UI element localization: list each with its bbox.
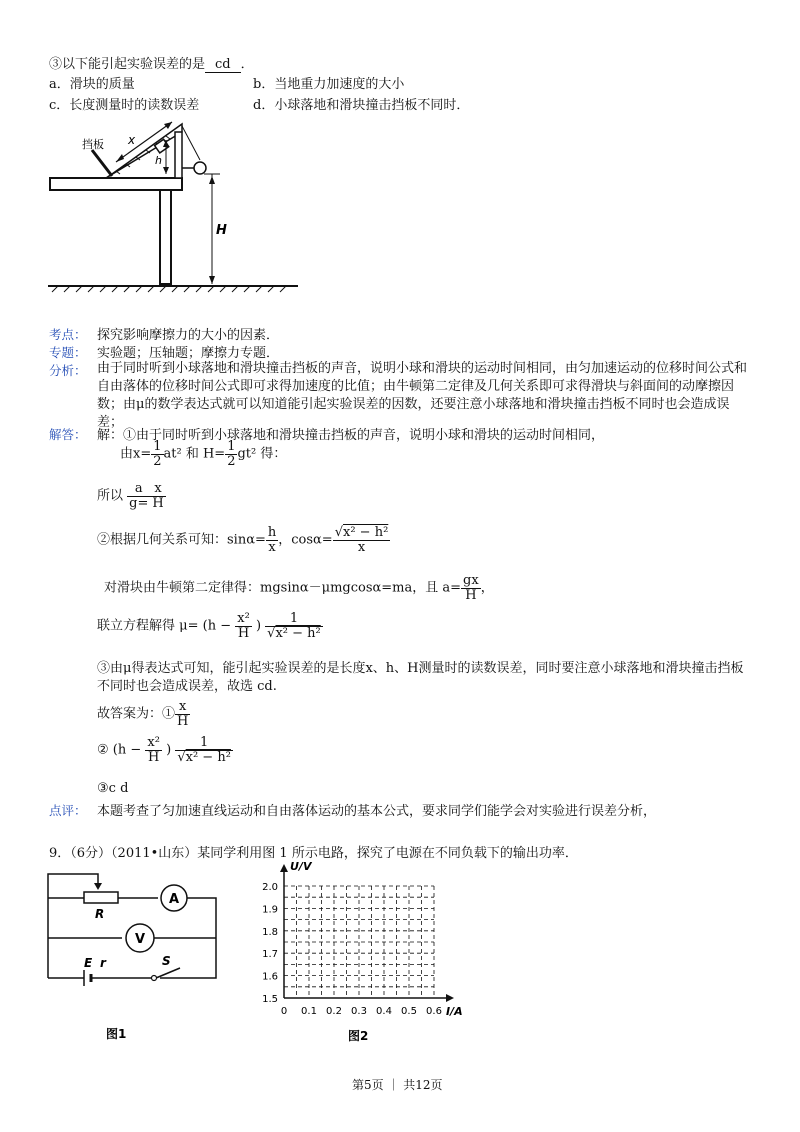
- kaodian-text: 探究影响摩擦力的大小的因素．: [97, 328, 280, 343]
- y-axis-arrow: [280, 864, 288, 872]
- y-tick-label: 1.7: [262, 949, 278, 961]
- fraction-gx-over-H: $\frac{gx}{H}$: [463, 573, 479, 603]
- q3-option-a: a．滑块的质量: [49, 77, 135, 92]
- figure-1-caption: 图1: [106, 1027, 127, 1041]
- baffle-label: 挡板: [82, 138, 104, 151]
- incline-apparatus-figure: [44, 112, 304, 300]
- dianping-text: 本题考查了匀加速直线运动和自由落体运动的基本公式，要求同学们能学会对实验进行误差分析，: [97, 804, 657, 819]
- voltmeter-label: V: [135, 932, 146, 947]
- y-tick-label: 1.9: [262, 904, 278, 916]
- fraction-half-1: $\frac{1}{2}$: [153, 439, 162, 469]
- y-tick-label: 1.5: [262, 994, 278, 1005]
- fraction-h-over-x: $\frac{h}{x}$: [267, 525, 277, 555]
- jieda-line-8: 故答案为：① $\frac{x}{H}$: [97, 699, 189, 729]
- fraction-half-2: $\frac{1}{2}$: [227, 439, 236, 469]
- jieda-line-1: 解：①由于同时听到小球落地和滑块撞击挡板的声音，说明小球和滑块的运动时间相同，: [97, 428, 605, 443]
- q3-option-c: c．长度测量时的读数误差: [49, 98, 200, 113]
- H-label: H: [216, 223, 227, 238]
- y-axis-label: U/V: [290, 860, 312, 873]
- q3-option-d: d．小球落地和滑块撞击挡板不同时．: [253, 98, 470, 113]
- y-tick-label: 1.8: [262, 926, 278, 938]
- x-tick-label: 0.5: [401, 1006, 417, 1017]
- jieda-line-6: 联立方程解得 μ= (h − $\frac{\text{x²}}{H}$ ) $\frac{1}{\text{√x² − h²}}$: [97, 611, 321, 641]
- circuit-diagram: [44, 866, 224, 1046]
- q3-option-b: b．当地重力加速度的大小: [253, 77, 405, 92]
- x-tick-label: 0.2: [326, 1006, 342, 1017]
- circuit-r-label: r: [100, 956, 106, 970]
- circuit-E-label: E: [84, 956, 93, 970]
- x-axis-label: I/A: [446, 1005, 463, 1018]
- fraction-a-over-g: $\frac{a}{g=}$: [129, 481, 149, 511]
- x-axis-arrow: [446, 994, 454, 1002]
- jieda-line-10: ③c d: [97, 781, 129, 796]
- jieda-line-4: ②根据几何关系可知：sinα= $\frac{h}{x}$ ，cosα= $\frac{\text{√x² − h²}}{x}$: [97, 525, 389, 555]
- fraction-cos: $\frac{\text{√x² − h²}}{x}$: [334, 525, 389, 555]
- jieda-line-5: 对滑块由牛顿第二定律得：mgsinα－μmgcosα=ma，且 a= $\frac{gx}{H}$ ，: [104, 573, 494, 603]
- h-label: h: [155, 154, 162, 167]
- label-zhuanti: 专题：: [49, 345, 87, 360]
- figure-2-caption: 图2: [348, 1029, 369, 1043]
- q9-text: 9．（6分）（2011•山东）某同学利用图 1 所示电路，探究了电源在不同负载下的输出功率．: [49, 846, 578, 861]
- fenxi-text: 由于同时听到小球落地和滑块撞击挡板的声音，说明小球和滑块的运动时间相同，由匀加速运动的位移时间公式和自由落体的位移时间公式即可求得加速度的比值；由牛顿第二定律及几何关系即可求得滑块与斜面间的动摩擦因数；由μ的数学表达式就可以知道能引起实验误差的因数，还要注意小球落地和滑块撞击挡板不同时也会造成误差；: [97, 361, 748, 430]
- jieda-line-9: ② (h − $\frac{\text{x²}}{H}$ ) $\frac{1}{\text{√x² − h²}}$: [97, 735, 231, 765]
- jieda-line-2: 由x= $\frac{1}{2}$ at² 和 H= $\frac{1}{2}$ gt² 得：: [120, 439, 287, 469]
- x-tick-label: 0.4: [376, 1006, 392, 1017]
- jieda-line-7: ③由μ得表达式可知，能引起实验误差的是长度x、h、H测量时的读数误差，同时要注意小球落地和滑块撞击挡板不同时也会造成误差，故选 cd.: [97, 661, 744, 694]
- q3-prompt: ③以下能引起实验误差的是 cd ．: [49, 57, 254, 72]
- zhuanti-text: 实验题；压轴题；摩擦力专题．: [97, 346, 280, 361]
- x-tick-label: 0: [280, 1006, 288, 1017]
- ui-graph: [240, 856, 470, 1046]
- x-tick-label: 0.3: [351, 1006, 367, 1017]
- y-tick-label: 2.0: [262, 882, 278, 893]
- circuit-S-label: S: [162, 954, 171, 968]
- label-fenxi: 分析：: [49, 363, 87, 378]
- page-footer: 第5页 ｜ 共12页: [352, 1078, 443, 1092]
- label-kaodian: 考点：: [49, 327, 87, 342]
- x-label: x: [128, 133, 136, 147]
- circuit-R-label: R: [95, 907, 105, 921]
- x-tick-label: 0.1: [301, 1006, 317, 1017]
- y-tick-label: 1.6: [262, 971, 278, 983]
- label-dianping: 点评：: [49, 803, 87, 818]
- label-jieda: 解答：: [49, 427, 87, 442]
- jieda-line-3: 所以 $\frac{a}{g=}$ $\frac{x}{H}$: [97, 481, 164, 511]
- x-tick-label: 0.6: [426, 1006, 442, 1017]
- ammeter-label: A: [169, 892, 180, 907]
- q3-answer: cd: [205, 57, 241, 73]
- fraction-x-over-H: $\frac{x}{H}$: [152, 481, 164, 511]
